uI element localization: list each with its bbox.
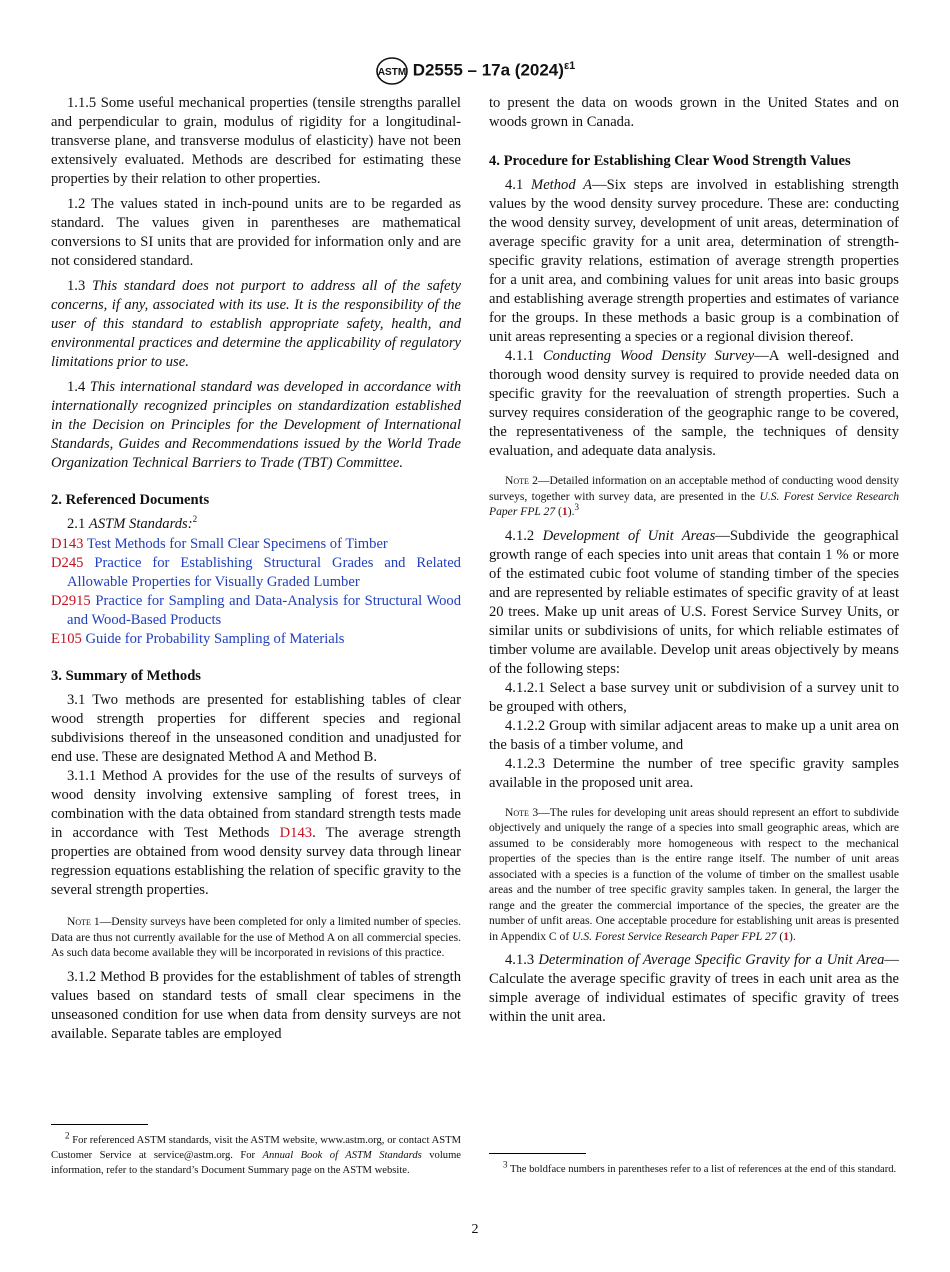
left-column bbox=[51, 94, 461, 1050]
note-3: Note 3—The rules for developing unit areas should represent an effort to subdivide objectively and uniquely the range of a species into small geographic areas, which are assumed to be considerably more homogeneous with respect to the mechanical properties of the species than is the entire range itself. The number of unit areas associated with a species is a function of the volume of timber on the smallest usable areas and the number of tree specific gravity samples taken. In general, the larger the range and the greater the commercial importance of the species, the greater are the number of unfit areas. One acceptable procedure for establishing unit areas is presented in Appendix C of U.S. Forest Service Research Paper FPL 27 (1). bbox=[489, 805, 900, 943]
reference-item[interactable]: E105 Guide for Probability Sampling of Materials bbox=[51, 631, 345, 647]
reference-list bbox=[51, 535, 461, 649]
para-3-1-2: 3.1.2 Method B provides for the establishment of tables of strength values based on standard tests of small clear specimens in the unseasoned condition for use when data from density surveys are not available. Separate tables are employed bbox=[51, 968, 461, 1042]
footnote-2: $^2$ For referenced ASTM standards, visit the ASTM website, www.astm.org, or contact ASTM Customer Service at service@astm.org. For Annual Book of ASTM Standards volume information, refer to the standard’s Document Summary page on the ASTM website. bbox=[51, 1130, 462, 1176]
para-3-1-1: 3.1.1 Method A provides for the use of the results of surveys of wood density involving extensive sampling of forest trees, in combination with the data obtained from standard strength tests made in accordance with Test Methods D143. The average strength properties are obtained from wood density survey data through linear regression equations establishing the relation of specific gravity to the several strength properties. bbox=[51, 768, 461, 898]
note-1: Note 1—Density surveys have been completed for only a limited number of species. Data are thus not currently available for the use of Method A on all commercial species. As such data become available they will be incorporated in revisions of this practice. bbox=[51, 915, 461, 959]
page-number: 2 bbox=[471, 1222, 479, 1237]
para-4-1-3: 4.1.3 Determination of Average Specific Gravity for a Unit Area—Calculate the average specific gravity of trees in each unit area as the simple average of individual estimates of specific gravity of trees within the unit area. bbox=[489, 952, 900, 1025]
para-4-1: 4.1 Method A—Six steps are involved in establishing strength values by the wood density survey procedure. These are: conducting the wood density survey, development of unit areas, determination of average specific gravity for a unit area, determination of strength-specific gravity relations, estimation of average strength properties for a unit area, and combining values for unit areas into basic groups and establishing average strength properties and estimates of variance for the groups. In these methods a basic group is a combination of unit areas representing a species or a regional division thereof. bbox=[489, 177, 899, 345]
note-2: Note 2—Detailed information on an acceptable method of conducting wood density surveys, together with survey data, are presented in the U.S. Forest Service Research Paper FPL 27 (1).$^3$ bbox=[489, 474, 899, 518]
para-continued: to present the data on woods grown in the United States and on woods grown in Canada. bbox=[489, 95, 899, 130]
para-1-4: 1.4 This international standard was developed in accordance with internationally recognized principles on standardization established in the Decision on Principles for the Development of International Standards, Guides and Recommendations issued by the World Trade Organization Technical Barriers to Trade (TBT) Committee. bbox=[51, 379, 462, 471]
footnote-rule bbox=[489, 1153, 586, 1154]
section-4-heading: 4. Procedure for Establishing Clear Wood Strength Values bbox=[489, 153, 851, 169]
epsilon-mark: ε1 bbox=[563, 59, 576, 72]
reference-item[interactable]: D245 Practice for Establishing Structural Grades and Related Allowable Properties for Visually Graded Lumber bbox=[51, 555, 461, 590]
section-2-heading: 2. Referenced Documents bbox=[51, 492, 210, 508]
para-4-1-2-2: 4.1.2.2 Group with similar adjacent areas to make up a unit area on the basis of a timber volume, and bbox=[489, 717, 899, 753]
para-3-1: 3.1 Two methods are presented for establishing tables of clear wood strength properties for different species and regional subdivisions thereof in the unseasoned condition and unadjusted for end use. These are designated Method A and Method B. bbox=[51, 692, 461, 765]
para-1-1-5: 1.1.5 Some useful mechanical properties (tensile strengths parallel and perpendicular to grain, modulus of rigidity for a longitudinal-transverse plane, and transverse modulus of elasticity) have not been extensively evaluated. Methods are described for estimating these properties by their relation to other properties. bbox=[51, 95, 461, 187]
para-4-1-2-3: 4.1.2.3 Determine the number of tree specific gravity samples available in the proposed unit area. bbox=[489, 755, 899, 791]
para-4-1-2-1: 4.1.2.1 Select a base survey unit or subdivision of a survey unit to be grouped with others, bbox=[489, 679, 899, 715]
section-3-heading: 3. Summary of Methods bbox=[51, 668, 201, 684]
para-1-2: 1.2 The values stated in inch-pound units are to be regarded as standard. The values given in parentheses are mathematical conversions to SI units that are provided for information only and are not considered standard. bbox=[51, 196, 461, 269]
para-1-3: 1.3 This standard does not purport to address all of the safety concerns, if any, associated with its use. It is the responsibility of the user of this standard to establish appropriate safety, health, and environmental practices and determine the applicability of regulatory limitations prior to use. bbox=[51, 278, 461, 370]
page-header bbox=[0, 56, 950, 86]
right-column bbox=[489, 94, 899, 1033]
d143-link[interactable]: D143 bbox=[279, 825, 313, 841]
designation: D2555 – 17a (2024) bbox=[412, 60, 564, 80]
footnote-3: $^3$ The boldface numbers in parentheses refer to a list of references at the end of this standard. bbox=[503, 1159, 897, 1175]
para-2-1: 2.1 ASTM Standards:$^2$ bbox=[67, 514, 198, 532]
astm-logo-icon bbox=[375, 56, 409, 86]
svg-text:ASTM: ASTM bbox=[377, 67, 406, 78]
para-4-1-2: 4.1.2 Development of Unit Areas—Subdivide the geographical growth range of each species into unit areas that contain 1 % or more of the estimated cubic foot volume of standing timber of the species and are represented by reliable estimates of specific gravity of at least 20 trees. Make up unit areas of U.S. Forest Service Survey Units, or similar units or subdivisions of units, for which reliable estimates of timber volume are available. Develop unit areas objectively by means of the following steps: bbox=[489, 527, 899, 677]
reference-item[interactable]: D143 Test Methods for Small Clear Specimens of Timber bbox=[51, 536, 388, 552]
footnote-rule bbox=[51, 1124, 148, 1125]
reference-item[interactable]: D2915 Practice for Sampling and Data-Analysis for Structural Wood and Wood-Based Products bbox=[51, 593, 461, 628]
para-4-1-1: 4.1.1 Conducting Wood Density Survey—A well-designed and thorough wood density survey is required to provide needed data on specific gravity for the reevaluation of strength properties. Such a survey requires consideration of the geographic range to be covered, the representativeness of the sample, the techniques of density evaluation, and adequate data analysis. bbox=[489, 348, 899, 459]
